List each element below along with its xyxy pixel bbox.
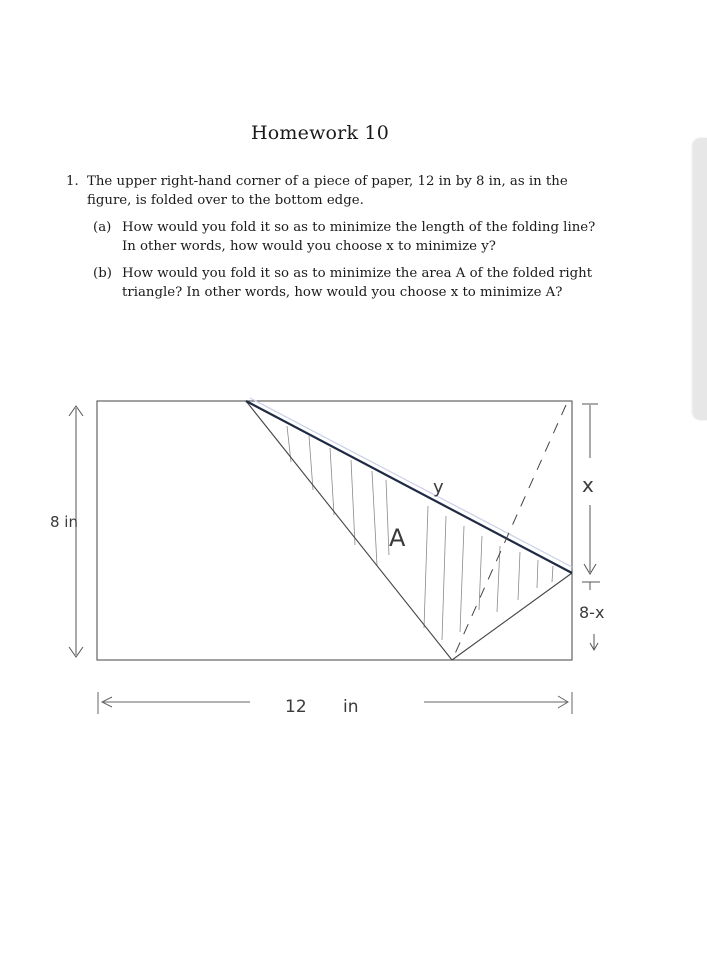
fold-line-shadow <box>250 398 572 567</box>
height-arrow <box>69 406 83 657</box>
upper-segment-label: x <box>582 473 594 497</box>
area-label: A <box>389 524 406 552</box>
height-label: 8 in <box>50 513 78 531</box>
width-arrow <box>98 692 572 714</box>
width-label-unit: in <box>343 697 359 717</box>
fold-label: y <box>433 477 444 498</box>
triangle-bottom-edge <box>452 573 572 660</box>
paper-rectangle <box>97 401 572 660</box>
page-title: Homework 10 <box>251 122 389 144</box>
problem-statement: The upper right-hand corner of a piece of paper, 12 in by 8 in, as in the figure, is folded over to the bottom edge. <box>87 174 568 208</box>
lower-segment-label: 8-x <box>579 603 605 622</box>
problem-number: 1. <box>66 174 79 189</box>
subquestion-a-label: (a) <box>93 220 112 235</box>
fold-line <box>246 401 572 573</box>
hatching <box>287 426 553 640</box>
subquestion-b-text: How would you fold it so as to minimize the area A of the folded right triangle? In other words, how would you choose x to minimize A? <box>122 266 593 300</box>
width-label-number: 12 <box>285 697 307 717</box>
subquestion-b-label: (b) <box>93 266 112 281</box>
subquestion-a-text: How would you fold it so as to minimize the length of the folding line? In other words, how would you choose x to minimize y? <box>122 220 596 254</box>
triangle-left-edge <box>246 401 452 660</box>
